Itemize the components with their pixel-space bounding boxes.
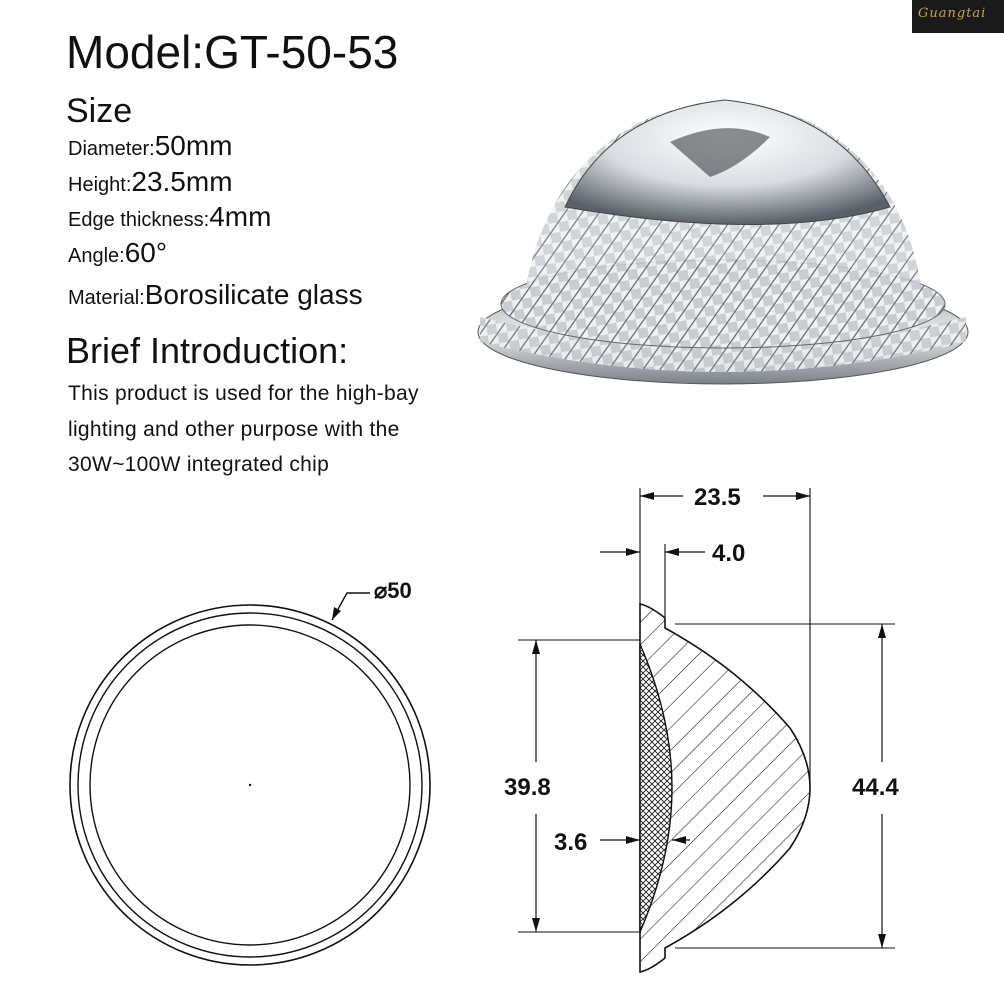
- spec-label: Angle:: [68, 245, 125, 267]
- spec-label: Edge thickness:: [68, 209, 210, 231]
- spec-angle: [68, 238, 167, 271]
- spec-value: 4mm: [209, 201, 272, 232]
- diameter-leader: [332, 593, 370, 620]
- logo-text: Guangtai: [918, 6, 987, 21]
- dim-arrow: [532, 918, 540, 932]
- dim-arrow: [878, 934, 886, 948]
- intro-heading: Brief Introduction:: [66, 330, 349, 371]
- spec-material: [68, 280, 363, 313]
- dim-arrow: [640, 492, 654, 500]
- dim-edge-label: 4.0: [712, 540, 746, 567]
- diameter-label: ⌀50: [374, 578, 412, 603]
- dim-arrow: [665, 548, 679, 556]
- dim-arrow: [878, 624, 886, 638]
- dim-inner-label: 39.8: [504, 774, 551, 801]
- brand-logo: [912, 0, 1004, 33]
- leader-arrow: [332, 607, 341, 620]
- side-section-drawing: [490, 478, 930, 988]
- dim-outer-label: 44.4: [852, 774, 899, 801]
- top-view-drawing: [60, 560, 460, 980]
- spec-value: 50mm: [154, 130, 233, 161]
- dim-arrow: [626, 836, 640, 844]
- spec-label: Material:: [68, 287, 145, 309]
- spec-value: 60°: [124, 237, 168, 268]
- lens-illustration: [470, 92, 980, 392]
- intro-line: lighting and other purpose with the: [68, 418, 400, 441]
- dim-arrow: [532, 640, 540, 654]
- spec-label: Diameter:: [68, 138, 155, 160]
- size-heading: Size: [66, 92, 133, 130]
- spec-value: 23.5mm: [131, 166, 233, 197]
- spec-value: Borosilicate glass: [144, 279, 363, 310]
- spec-diameter: [68, 131, 233, 164]
- intro-line: This product is used for the high-bay: [68, 382, 419, 405]
- spec-height: [68, 167, 233, 200]
- dim-arrow: [626, 548, 640, 556]
- intro-line: 30W~100W integrated chip: [68, 453, 330, 476]
- model-title: Model:GT-50-53: [66, 26, 399, 78]
- center-point: [249, 784, 251, 786]
- dim-height-label: 23.5: [694, 484, 741, 511]
- dim-depth-label: 3.6: [554, 829, 588, 856]
- spec-label: Height:: [68, 174, 132, 196]
- dim-arrow: [796, 492, 810, 500]
- spec-edge-thickness: [68, 202, 271, 235]
